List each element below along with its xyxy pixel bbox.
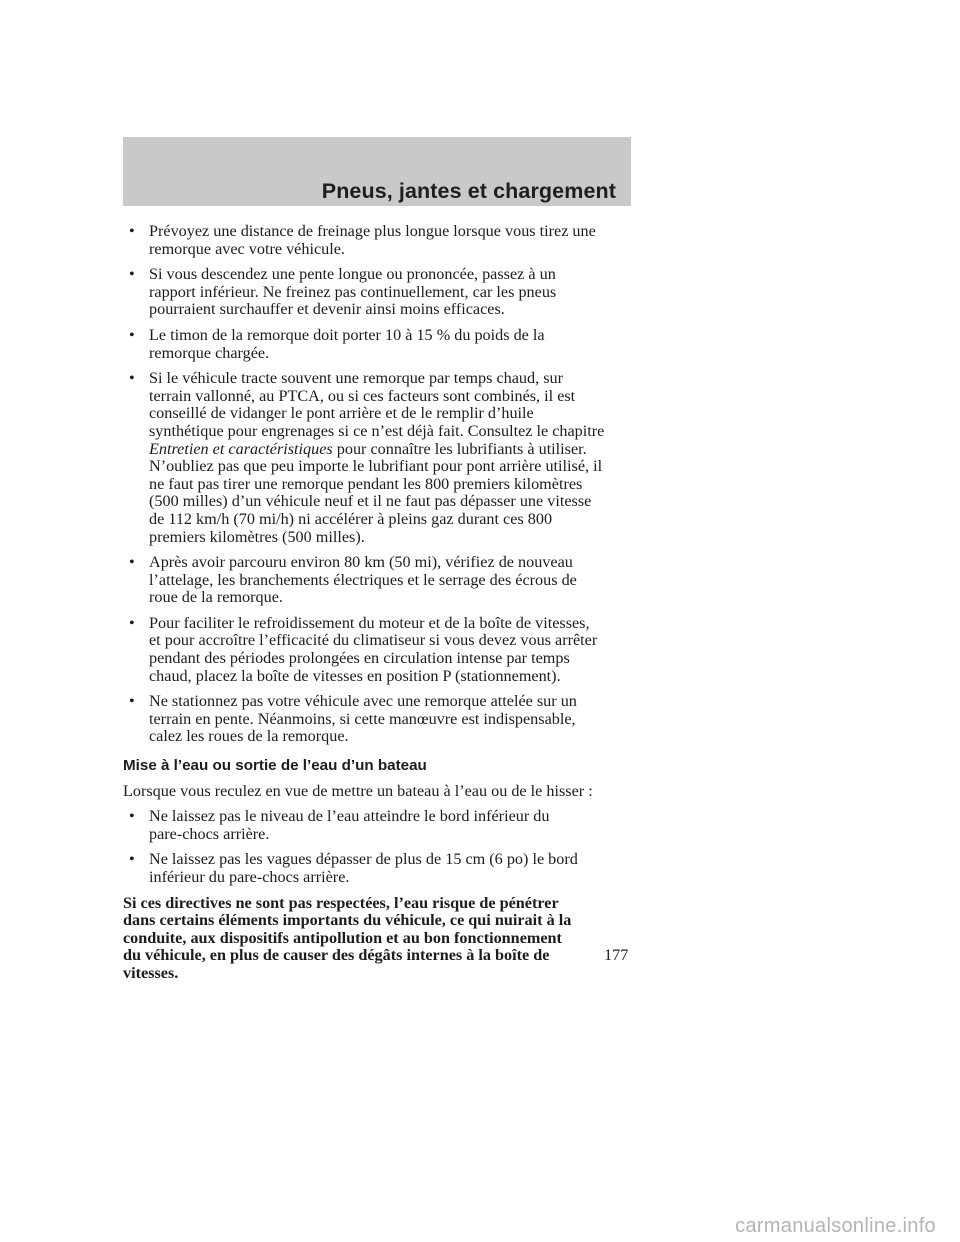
- bullet-item: [123, 615, 643, 685]
- text-line: Ne stationnez pas votre véhicule avec une remorque attelée sur un: [149, 692, 577, 711]
- text-line: remorque avec votre véhicule.: [149, 239, 345, 258]
- section-header-title: Pneus, jantes et chargement: [321, 179, 616, 203]
- text-line: et pour accroître l’efficacité du climatiseur si vous devez vous arrêter: [149, 631, 598, 650]
- text-line: terrain en pente. Néanmoins, si cette manœuvre est indispensable,: [149, 709, 576, 728]
- text-line: ne faut pas tirer une remorque pendant les 800 premiers kilomètres: [149, 474, 583, 493]
- text-line: de 112 km/h (70 mi/h) ni accélérer à pleins gaz durant ces 800: [149, 509, 553, 528]
- bullet-item: [123, 266, 643, 319]
- bullet-item: [123, 554, 643, 607]
- text-line: dans certains éléments importants du véhicule, ce qui nuirait à la: [123, 911, 572, 930]
- bullet-item: [123, 327, 643, 362]
- bullet-glyph: •: [129, 807, 135, 826]
- text-line: calez les roues de la remorque.: [149, 727, 349, 746]
- text-line: Si ces directives ne sont pas respectées, l’eau risque de pénétrer: [123, 893, 559, 912]
- text-line: du véhicule, en plus de causer des dégâts internes à la boîte de: [123, 946, 550, 965]
- section-header-band: [123, 137, 631, 206]
- text-line: Après avoir parcouru environ 80 km (50 mi), vérifiez de nouveau: [149, 553, 573, 572]
- text-line: vitesses.: [123, 963, 179, 982]
- boat-launch-list: [123, 808, 643, 886]
- towing-tips-list: [123, 223, 643, 746]
- text-line: Ne laissez pas les vagues dépasser de plus de 15 cm (6 po) le bord: [149, 850, 578, 869]
- text-line: pourraient surchauffer et devenir ainsi moins efficaces.: [149, 300, 505, 319]
- watermark-text: carmanualsonline.info: [735, 1215, 936, 1237]
- page-content: [123, 223, 643, 983]
- text-line: conduite, aux dispositifs antipollution et au bon fonctionnement: [123, 928, 562, 947]
- chapter-reference: Entretien et caractéristiques: [149, 439, 333, 458]
- bullet-item: [123, 693, 643, 746]
- text-line: Si vous descendez une pente longue ou prononcée, passez à un: [149, 265, 556, 284]
- text-line: rapport inférieur. Ne freinez pas continuellement, car les pneus: [149, 282, 557, 301]
- text-line: N’oubliez pas que peu importe le lubrifiant pour pont arrière utilisé, il: [149, 457, 603, 476]
- text-line: Pour faciliter le refroidissement du moteur et de la boîte de vitesses,: [149, 613, 590, 632]
- bullet-item: [123, 808, 643, 843]
- bullet-glyph: •: [129, 369, 135, 388]
- text-line: (500 milles) d’un véhicule neuf et il ne faut pas dépasser une vitesse: [149, 492, 592, 511]
- text-line: terrain vallonné, au PTCA, ou si ces facteurs sont combinés, il est: [149, 386, 576, 405]
- section-heading: Mise à l’eau ou sortie de l’eau d’un bateau: [123, 757, 427, 775]
- bullet-glyph: •: [129, 553, 135, 572]
- text-line: inférieur du pare-chocs arrière.: [149, 868, 350, 886]
- bullet-glyph: •: [129, 613, 135, 632]
- bullet-glyph: •: [129, 222, 135, 240]
- bullet-glyph: •: [129, 692, 135, 711]
- bullet-item: [123, 851, 643, 886]
- text-line: [149, 441, 643, 459]
- reference-continuation: pour connaître les lubrifiants à utiliser.: [332, 439, 587, 458]
- warning-paragraph: [123, 895, 643, 983]
- text-line: Si le véhicule tracte souvent une remorque par temps chaud, sur: [149, 369, 563, 388]
- text-line: Prévoyez une distance de freinage plus longue lorsque vous tirez une: [149, 222, 596, 240]
- text-line: pare-chocs arrière.: [149, 824, 270, 843]
- section-intro: Lorsque vous reculez en vue de mettre un bateau à l’eau ou de le hisser :: [123, 781, 593, 800]
- bullet-glyph: •: [129, 325, 135, 344]
- text-line: roue de la remorque.: [149, 588, 283, 607]
- bullet-glyph: •: [129, 265, 135, 284]
- text-line: l’attelage, les branchements électriques et le serrage des écrous de: [149, 570, 577, 589]
- text-line: pendant des périodes prolongées en circulation intense par temps: [149, 649, 570, 668]
- bullet-glyph: •: [129, 850, 135, 869]
- text-line: premiers kilomètres (500 milles).: [149, 527, 365, 546]
- text-line: Le timon de la remorque doit porter 10 à 15 % du poids de la: [149, 325, 545, 344]
- bullet-item: [123, 223, 643, 258]
- text-line: chaud, placez la boîte de vitesses en position P (stationnement).: [149, 666, 561, 685]
- text-line: conseillé de vidanger le pont arrière et de le remplir d’huile: [149, 404, 534, 423]
- page-number: 177: [604, 946, 629, 964]
- text-line: synthétique pour engrenages si ce n’est déjà fait. Consultez le chapitre: [149, 421, 605, 440]
- text-line: Ne laissez pas le niveau de l’eau atteindre le bord inférieur du: [149, 807, 550, 826]
- text-line: remorque chargée.: [149, 343, 270, 362]
- bullet-item: [123, 370, 643, 546]
